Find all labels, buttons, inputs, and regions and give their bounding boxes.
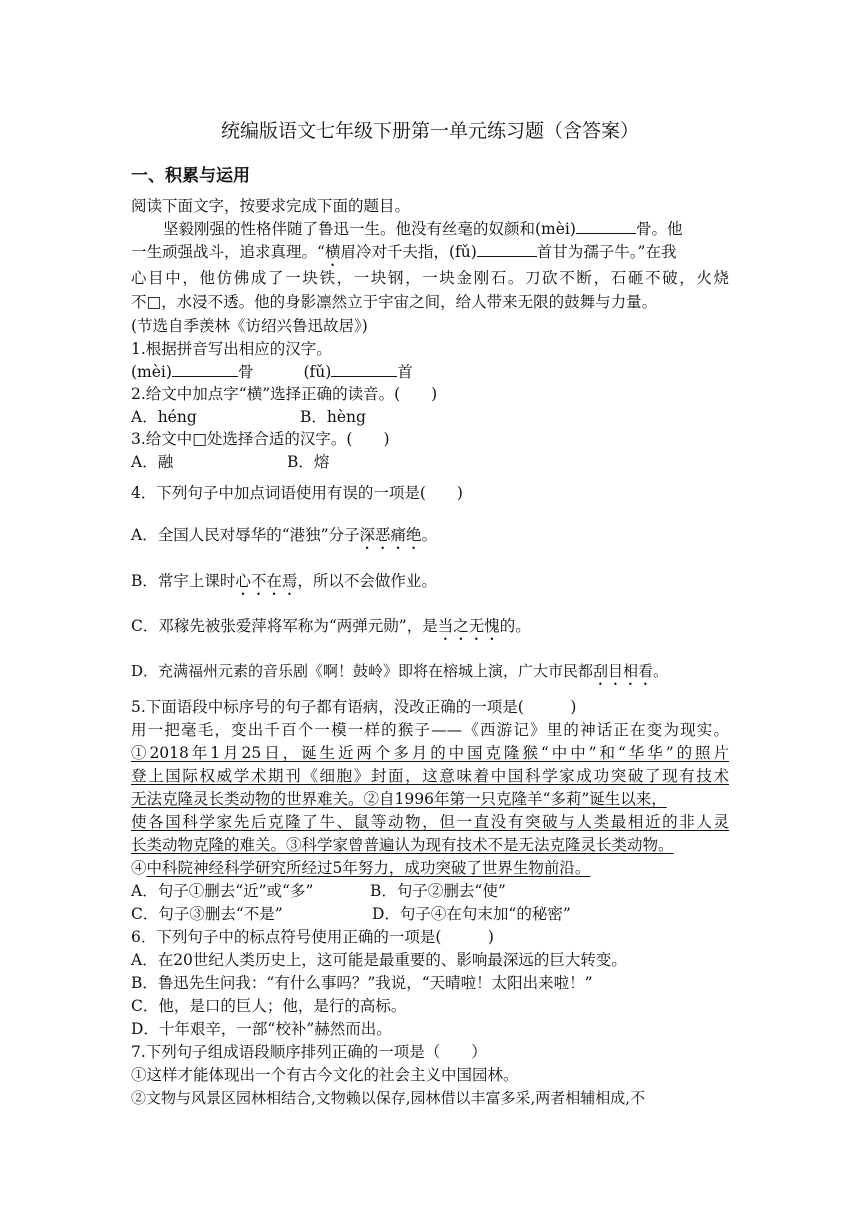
q2-option-a: A．héng [131,408,197,426]
sentence-2: 自1996年第一只克隆羊“多莉”诞生以来， [379,790,667,808]
option-text: A．全国人民对辱华的“港独”分子 [131,526,360,544]
q4-option-b [131,570,437,599]
q4-stem: 4．下列句子中加点词语使用有误的一项是( ) [131,484,463,502]
q2-option-b: B．hèng [300,408,366,426]
q4-option-d [131,660,668,689]
q1-suffix: 首 [397,363,413,381]
dotted-phrase: 当之无愧 [437,617,500,635]
option-text: B．常宇上课时 [131,572,236,590]
option-text: ，所以不会做作业。 [297,572,437,590]
pinyin: (fǔ) [303,363,332,381]
section-heading: 一、积累与运用 [131,166,250,186]
q5-option-a: A．句子①删去“近”或“多” [131,882,314,900]
sentence-1: 无法克隆灵长类动物的世界难关。② [131,790,380,808]
option-text: 。 [421,526,438,544]
passage-source: (节选自季羡林《访绍兴鲁迅故居》) [131,317,368,335]
q5-line-4 [131,788,667,810]
sentence-number: ④ [131,859,147,877]
q7-sentence-1: ①这样才能体现出一个有古今文化的社会主义中国园林。 [131,1066,519,1084]
q5-line-2: ①2018年1月25日，诞生近两个多月的中国克隆猴“中中”和“华华”的照片 [131,744,729,762]
q5-option-d: D．句子④在句末加“的秘密” [372,905,571,923]
sentence-2: 长类动物克隆的难关。③ [131,836,302,854]
q1-blank-b[interactable] [331,362,397,377]
passage-text: 首甘为孺子牛。”在我 [536,243,677,261]
q5-line-7 [131,857,590,879]
q5-option-b: B．句子②删去“使” [370,882,506,900]
q1-blank-a[interactable] [172,362,238,377]
passage-text: 骨。他 [635,220,683,238]
q5-option-c: C．句子③删去“不是” [131,905,283,923]
q4-option-a [131,524,437,553]
q6-option-a: A．在20世纪人类历史上，这可能是最重要的、影响最深远的巨大转变。 [131,951,627,969]
q3-stem: 3.给文中□处选择合适的汉字。( ) [131,430,390,448]
q2-stem: 2.给文中加点字“横”选择正确的读音。( ) [131,385,438,403]
q3-option-b: B．熔 [287,453,330,471]
blank-mei[interactable] [576,219,636,234]
q1-suffix: 骨 [237,363,254,381]
dotted-char: 横 [324,243,341,261]
dotted-phrase: 刮目相看 [593,662,654,680]
blank-fu[interactable] [477,242,537,257]
option-text: 的。 [499,617,531,635]
sentence-3: 科学家曾普遍认为现有技术不是无法克隆灵长类动物。 [301,836,674,854]
q1-stem: 1.根据拼音写出相应的汉字。 [131,340,332,358]
option-text: 。 [653,662,669,680]
option-text: D．充满福州元素的音乐剧《啊！鼓岭》即将在榕城上演，广大市民都 [131,662,594,680]
passage-line-4: 不□，水浸不透。他的身影凛然立于宇宙之间，给人带来无限的鼓舞与力量。 [131,293,658,311]
pinyin: (mèi) [131,363,172,381]
q5-line-1: 用一把毫毛，变出千百个一模一样的猴子——《西游记》里的神话正在变为现实。 [131,721,729,739]
q7-sentence-2: ②文物与风景区园林相结合,文物赖以保存,园林借以丰富多采,两者相辅相成,不 [131,1089,646,1107]
q4-option-c [131,615,531,644]
intro-text: 阅读下面文字，按要求完成下面的题目。 [131,197,411,215]
passage-line-1 [163,218,682,240]
q5-line-3: 登上国际权威学术期刊《细胞》封面，这意味着中国科学家成功突破了现有技术 [131,767,729,785]
passage-text: 坚毅刚强的性格伴随了鲁迅一生。他没有丝毫的奴颜和(mèi) [163,220,576,238]
dotted-phrase: 心不在焉 [235,572,298,590]
q6-stem: 6．下列句子中的标点符号使用正确的一项是( ) [131,928,494,946]
passage-text: 一生顽强战斗，追求真理。“横眉冷对千夫指，(fǔ) [131,243,477,261]
q6-option-b: B．鲁迅先生问我：“有什么事吗？”我说，“天晴啦！太阳出来啦！” [131,974,593,992]
passage-line-2 [131,241,676,270]
passage-line-3: 心目中，他仿佛成了一块铁，一块钢，一块金刚石。刀砍不断，石砸不破，火烧 [131,269,729,287]
sentence-4: 中科院神经科学研究所经过5年努力，成功突破了世界生物前沿。 [146,859,591,877]
dotted-phrase: 深恶痛绝 [359,526,422,544]
q6-option-c: C．他，是口的巨人；他，是行的高标。 [131,997,407,1015]
q6-option-d: D．十年艰辛，一部“校补”赫然而出。 [131,1020,392,1038]
q5-line-5: 使各国科学家先后克隆了牛、鼠等动物，但一直没有突破与人类最相近的非人灵 [131,813,729,831]
option-text: C．邓稼先被张爱萍将军称为“两弹元勋”，是 [131,617,438,635]
q1-answer-row [131,361,413,383]
q7-stem: 7.下列句子组成语段顺序排列正确的一项是（ ） [131,1043,487,1061]
q5-line-6 [131,834,674,856]
q5-stem: 5.下面语段中标序号的句子都有语病，没改正确的一项是( ) [131,698,577,716]
q3-option-a: A．融 [131,453,174,471]
document-title: 统编版语文七年级下册第一单元练习题（含答案） [220,120,639,142]
